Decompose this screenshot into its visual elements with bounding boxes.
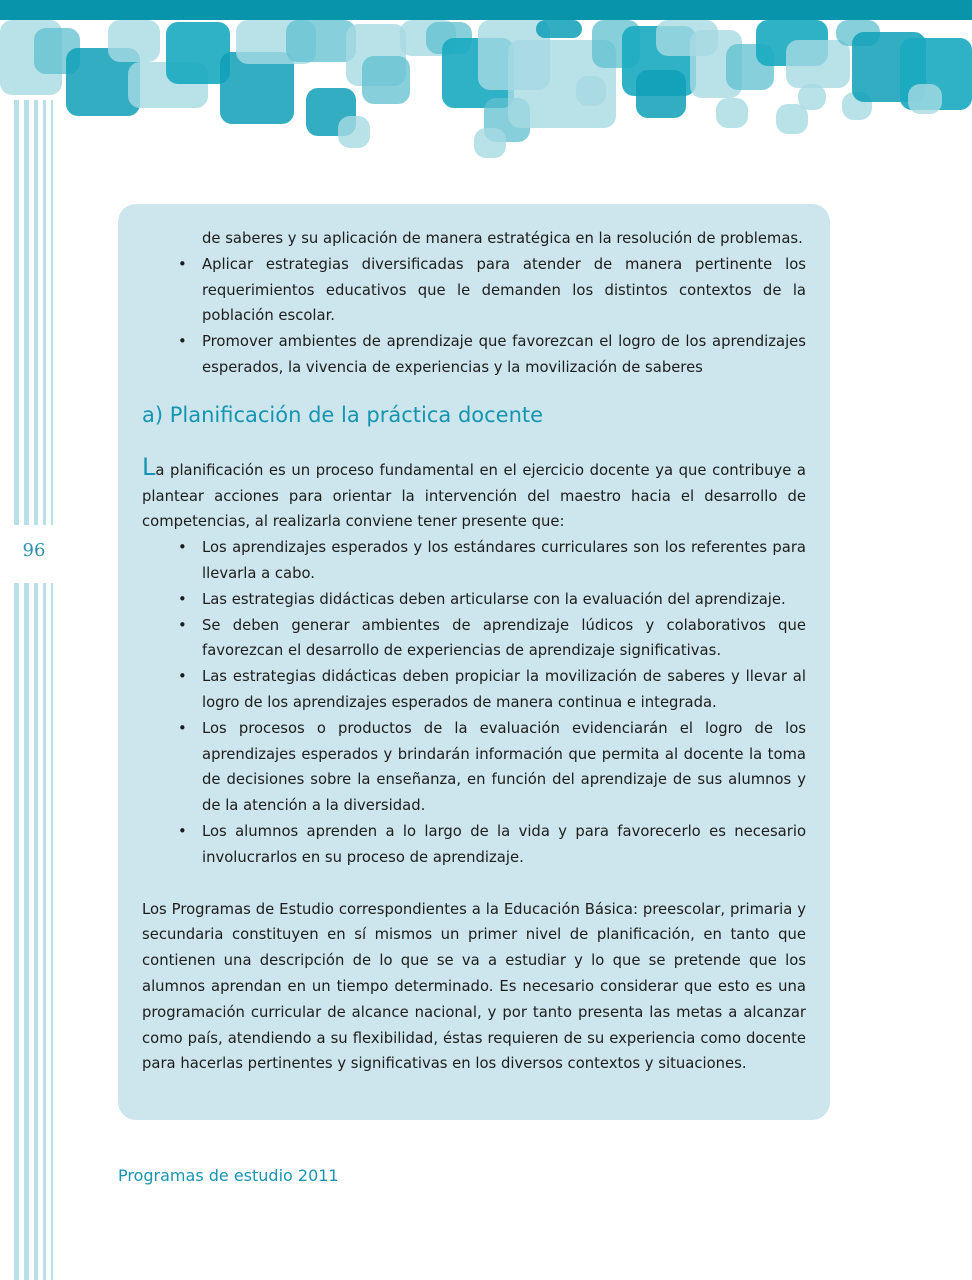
- decor-square: [576, 76, 606, 106]
- list-item: • Promover ambientes de aprendizaje que favorezcan el logro de los aprendizajes esperados, la vivencia de experiencias y la movilización de saberes: [142, 329, 806, 381]
- planning-bullet-list: [142, 535, 806, 870]
- list-item: • Las estrategias didácticas deben articularse con la evaluación del aprendizaje.: [142, 587, 806, 613]
- paragraph-gap: [142, 871, 806, 897]
- intro-bullet-list: [142, 252, 806, 381]
- decor-square: [362, 56, 410, 104]
- drop-cap: L: [142, 452, 156, 481]
- list-item: • Las estrategias didácticas deben propiciar la movilización de saberes y llevar al logro de los aprendizajes esperados de manera continua e integrada.: [142, 664, 806, 716]
- decor-square: [908, 84, 942, 114]
- list-item: • Los procesos o productos de la evaluación evidenciarán el logro de los aprendizajes esperados y brindarán información que permita al docente la toma de decisiones sobre la enseñanza, en función del aprendizaje de sus alumnos y de la atención a la diversidad.: [142, 716, 806, 819]
- planning-paragraph-text: a planificación es un proceso fundamental en el ejercicio docente ya que contribuye a plantear acciones para orientar la intervención del maestro hacia el desarrollo de competencias, al realizarla conviene tener presente que:: [142, 461, 806, 531]
- section-heading: a) Planificación de la práctica docente: [142, 402, 544, 427]
- stripe: [24, 100, 29, 1280]
- footer-title: Programas de estudio 2011: [118, 1166, 339, 1185]
- decor-square: [474, 128, 506, 158]
- stripe: [14, 100, 19, 1280]
- decor-square: [108, 20, 160, 62]
- decor-square: [636, 70, 686, 118]
- side-stripes: [10, 100, 60, 1280]
- stripe: [43, 100, 46, 1280]
- planning-paragraph: [142, 452, 806, 535]
- decor-square: [338, 116, 370, 148]
- page-number: 96: [22, 540, 46, 561]
- decor-square: [798, 84, 826, 110]
- decor-square: [786, 40, 850, 88]
- list-item: • Los alumnos aprenden a lo largo de la vida y para favorecerlo es necesario involucrarlos en su proceso de aprendizaje.: [142, 819, 806, 871]
- list-item: • Se deben generar ambientes de aprendizaje lúdicos y colaborativos que favorezcan el desarrollo de experiencias de aprendizaje significativas.: [142, 613, 806, 665]
- list-item: • Aplicar estrategias diversificadas para atender de manera pertinente los requerimientos educativos que le demanden los distintos contextos de la población escolar.: [142, 252, 806, 329]
- stripe: [34, 100, 38, 1280]
- decor-square: [716, 98, 748, 128]
- decor-square: [536, 20, 582, 38]
- programs-paragraph: Los Programas de Estudio correspondientes a la Educación Básica: preescolar, primaria y secundaria constituyen en sí mismos un primer nivel de planificación, en tanto que contienen una descripción de lo que se va a estudiar y lo que se pretende que los alumnos aprendan en un tiempo determinado. Es necesario considerar que esto es una programación curricular de alcance nacional, y por tanto presenta las metas a alcanzar como país, atendiendo a su flexibilidad, éstas requieren de su experiencia como docente para hacerlas pertinentes y significativas en los diversos contextos y situaciones.: [142, 900, 806, 1073]
- header-bar: [0, 0, 972, 20]
- content-body: [142, 226, 806, 1077]
- decor-square: [776, 104, 808, 134]
- list-item: • Los aprendizajes esperados y los estándares curriculares son los referentes para llevarla a cabo.: [142, 535, 806, 587]
- stripe: [51, 100, 53, 1280]
- header-decoration: [0, 0, 972, 165]
- intro-continuation: de saberes y su aplicación de manera estratégica en la resolución de problemas.: [202, 230, 803, 247]
